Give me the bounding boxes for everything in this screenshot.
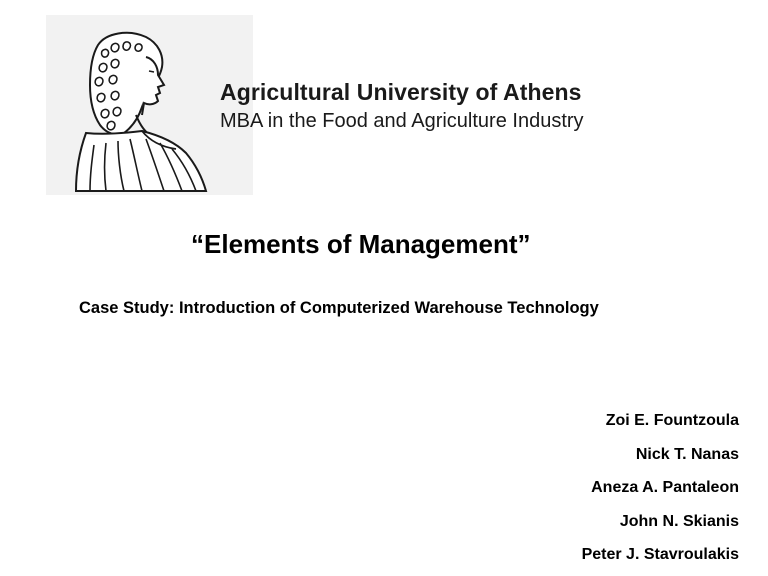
author-name: Peter J. Stavroulakis: [581, 546, 739, 563]
author-name: John N. Skianis: [619, 512, 739, 530]
program-name: MBA in the Food and Agriculture Industry: [220, 110, 584, 132]
university-name: Agricultural University of Athens: [220, 79, 582, 105]
author-name: Nick T. Nanas: [635, 445, 739, 463]
author-list: [582, 404, 739, 572]
author-name: Zoi E. Fountzoula: [605, 412, 739, 429]
presentation-title: “Elements of Management”: [191, 229, 531, 259]
author-name: Aneza A. Pantaleon: [591, 479, 739, 496]
case-study-subtitle: Case Study: Introduction of Computerized Warehouse Technology: [79, 299, 599, 317]
